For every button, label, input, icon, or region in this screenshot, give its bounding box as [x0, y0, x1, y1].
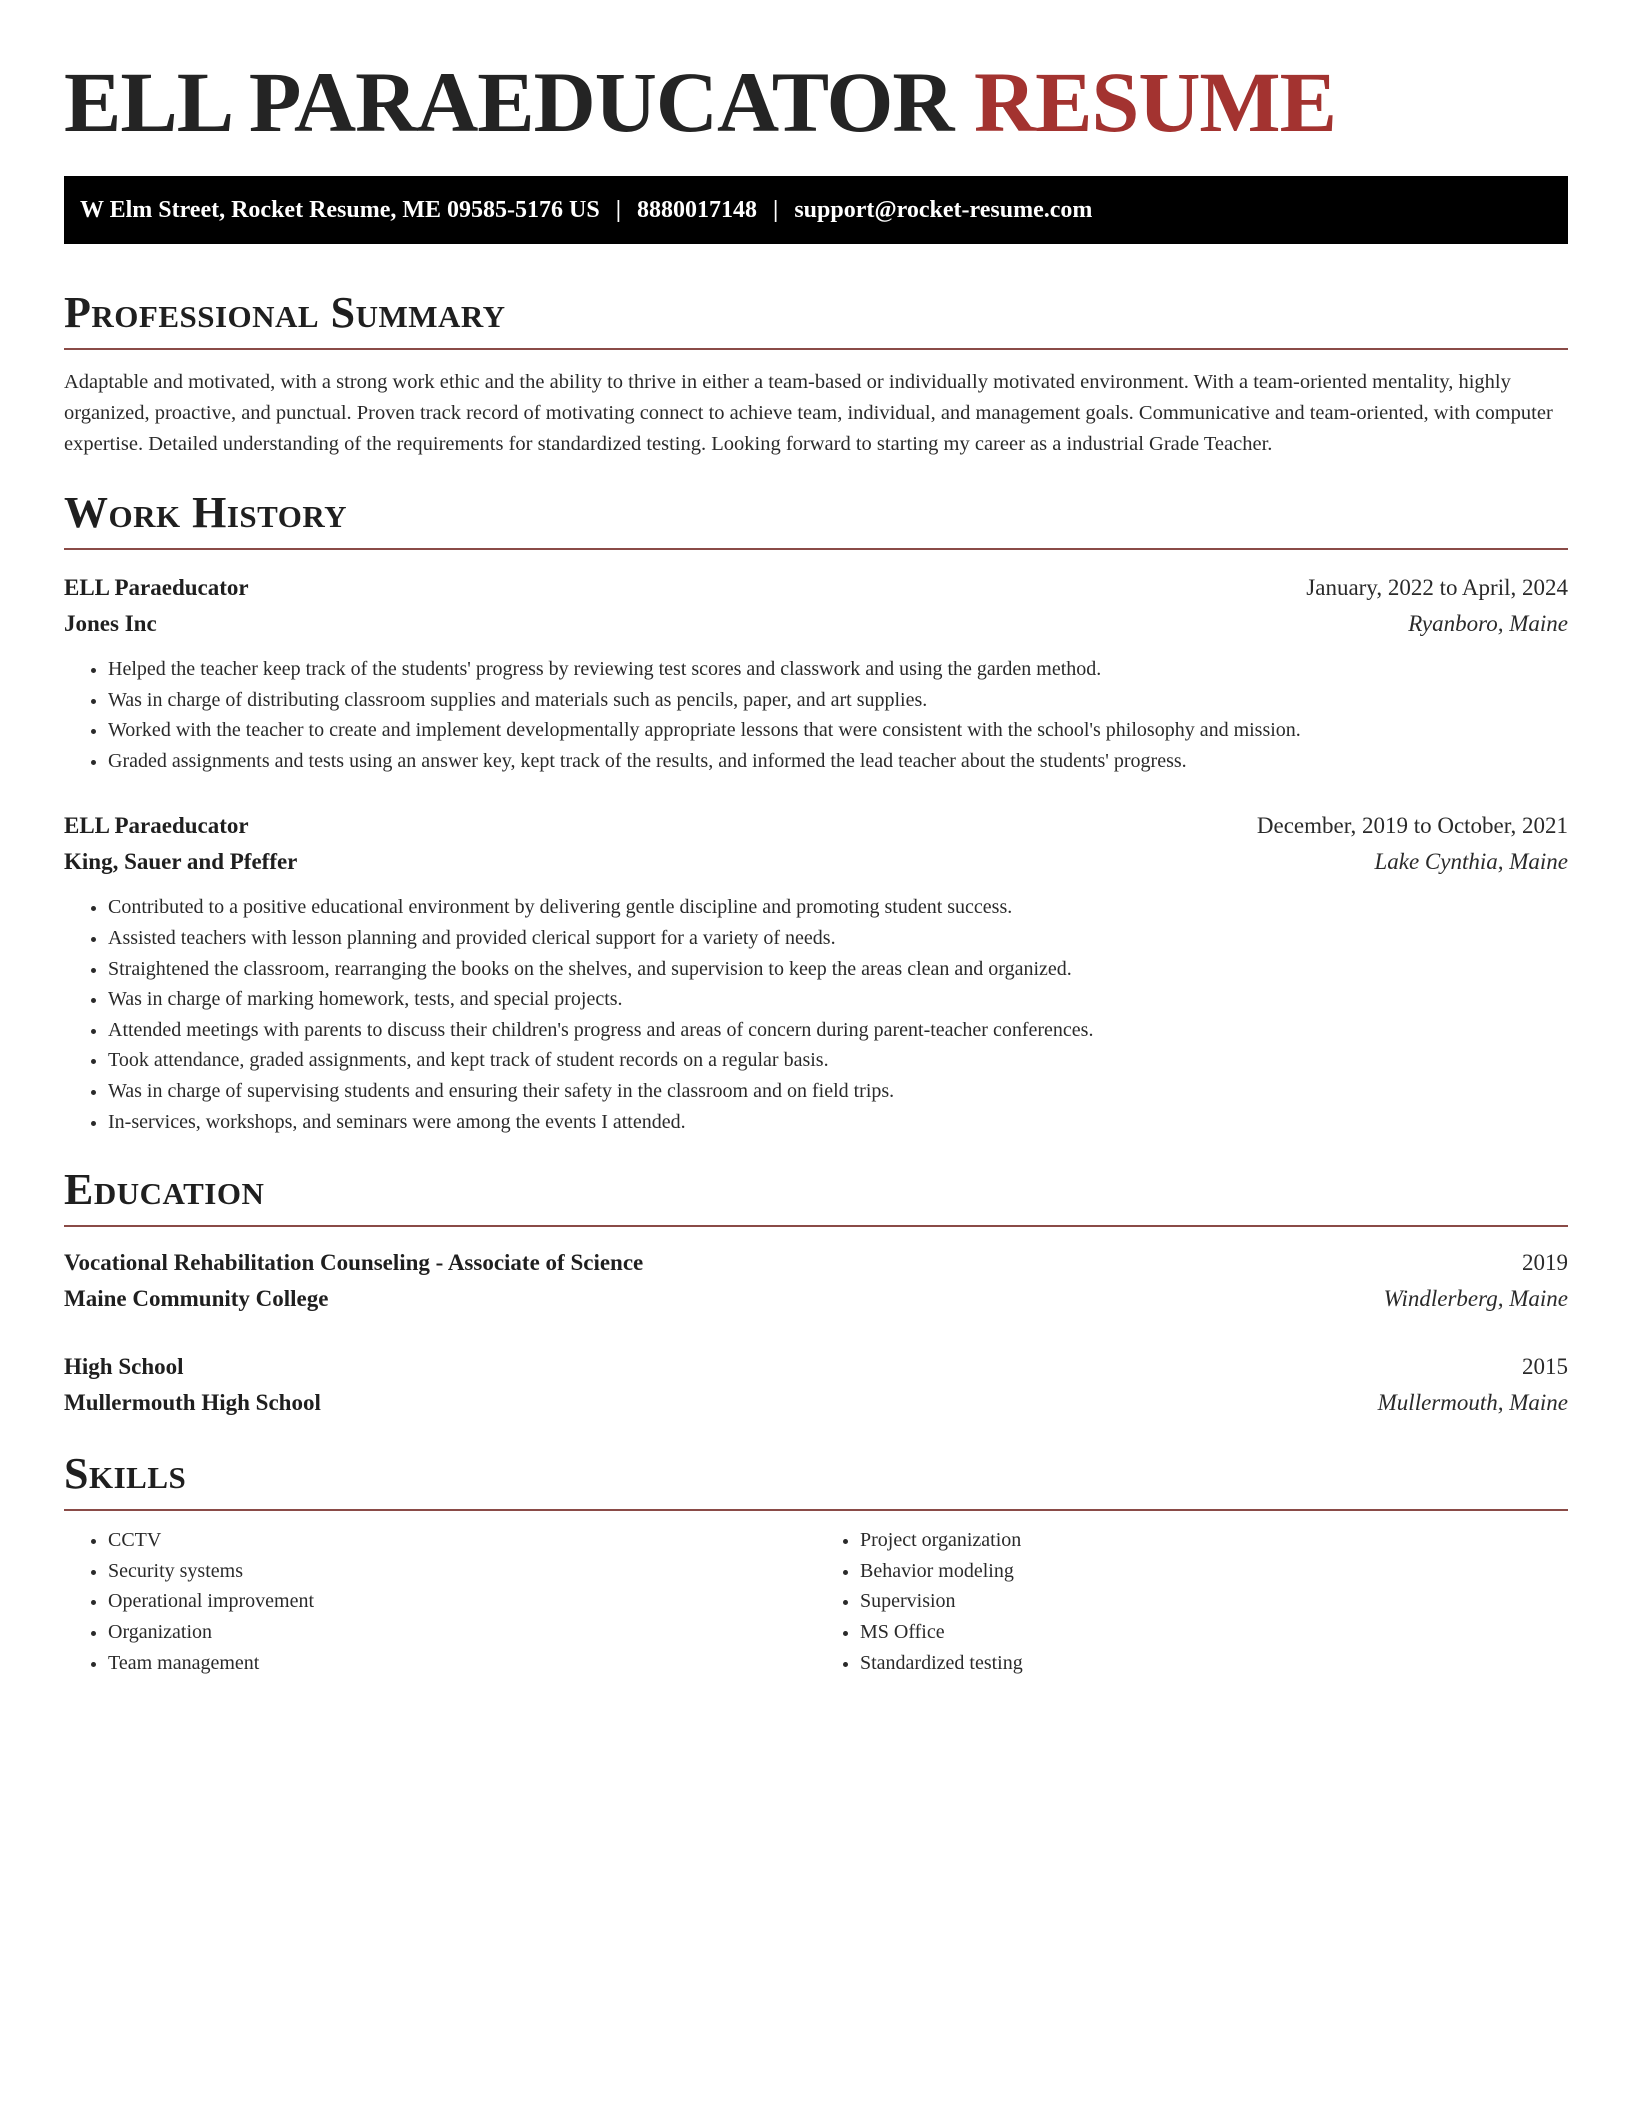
job-bullet: • Attended meetings with parents to discuss their children's progress and areas of concern during parent-teacher conferences.	[108, 1015, 1568, 1046]
summary-heading: Professional Summary	[64, 288, 1568, 350]
skill-item: • Standardized testing	[860, 1648, 1568, 1679]
job-entry	[64, 570, 1568, 776]
job-dates: January, 2022 to April, 2024	[1306, 575, 1568, 600]
skills-list	[64, 1525, 816, 1678]
job-title-row	[64, 808, 1568, 844]
contact-phone: 8880017148	[637, 196, 758, 223]
skills-section	[64, 1449, 1568, 1678]
education-degree: High School	[64, 1354, 184, 1380]
education-year: 2019	[1522, 1250, 1568, 1276]
job-bullet: • Was in charge of supervising students and ensuring their safety in the classroom and on field trips.	[108, 1076, 1568, 1107]
job-dates: December, 2019 to October, 2021	[1256, 813, 1568, 839]
job-bullet: • Took attendance, graded assignments, and kept track of student records on a regular basis.	[108, 1045, 1568, 1076]
job-title-row	[64, 570, 1568, 606]
education-entry	[64, 1245, 1568, 1317]
job-location: Lake Cynthia, Maine	[1374, 849, 1568, 875]
education-entry	[64, 1349, 1568, 1421]
job-bullet: • In-services, workshops, and seminars were among the events I attended.	[108, 1107, 1568, 1138]
skills-column-left	[64, 1525, 816, 1678]
job-location: Ryanboro, Maine	[1408, 611, 1568, 636]
skill-item: • Security systems	[108, 1556, 816, 1587]
education-school-row	[64, 1281, 1568, 1317]
education-degree: Vocational Rehabilitation Counseling - Associate of Science	[64, 1250, 644, 1276]
job-company: Jones Inc	[64, 611, 157, 636]
job-role: ELL Paraeducator	[64, 575, 249, 600]
skill-item: • Supervision	[860, 1586, 1568, 1617]
education-school: Mullermouth High School	[64, 1390, 321, 1416]
job-bullet: • Contributed to a positive educational environment by delivering gentle discipline and promoting student success.	[108, 892, 1568, 923]
work-history-heading: Work History	[64, 488, 1568, 550]
resume-title	[64, 0, 1568, 162]
contact-email: support@rocket-resume.com	[794, 196, 1093, 223]
summary-section	[64, 288, 1568, 460]
contact-address: W Elm Street, Rocket Resume, ME 09585-5176 US	[80, 196, 600, 223]
skill-item: • Behavior modeling	[860, 1556, 1568, 1587]
education-section	[64, 1165, 1568, 1421]
summary-text: Adaptable and motivated, with a strong work ethic and the ability to thrive in either a team-based or individually motivated environment. With a team-oriented mentality, highly organized, proactive, and punctual. Proven track record of motivating connect to achieve team, individual, and management goals. Communicative and team-oriented, with computer expertise. Detailed understanding of the requirements for standardized testing. Looking forward to starting my career as a industrial Grade Teacher.	[64, 371, 1553, 455]
skill-item: • CCTV	[108, 1525, 816, 1556]
job-company-row	[64, 606, 1568, 642]
job-company: King, Sauer and Pfeffer	[64, 849, 298, 875]
skill-item: • Organization	[108, 1617, 816, 1648]
education-school: Maine Community College	[64, 1286, 329, 1312]
skill-item: • Team management	[108, 1648, 816, 1679]
contact-bar	[64, 176, 1568, 244]
job-bullet: • Was in charge of marking homework, tests, and special projects.	[108, 984, 1568, 1015]
job-bullet: • Worked with the teacher to create and implement developmentally appropriate lessons that were consistent with the school's philosophy and mission.	[108, 715, 1568, 746]
education-location: Windlerberg, Maine	[1383, 1286, 1568, 1312]
job-bullets	[64, 892, 1568, 1137]
job-bullet: • Graded assignments and tests using an answer key, kept track of the results, and informed the lead teacher about the students' progress.	[108, 746, 1568, 777]
job-bullet: • Helped the teacher keep track of the students' progress by reviewing test scores and classwork and using the garden method.	[108, 654, 1568, 685]
education-school-row	[64, 1385, 1568, 1421]
skills-list	[816, 1525, 1568, 1678]
title-accent: RESUME	[974, 54, 1336, 150]
education-degree-row	[64, 1349, 1568, 1385]
job-entry	[64, 808, 1568, 1137]
skill-item: • Operational improvement	[108, 1586, 816, 1617]
title-main: ELL PARAEDUCATOR	[64, 54, 954, 150]
work-history-section	[64, 488, 1568, 1137]
education-location: Mullermouth, Maine	[1377, 1390, 1568, 1416]
job-role: ELL Paraeducator	[64, 813, 249, 839]
job-company-row	[64, 844, 1568, 880]
job-bullets	[64, 654, 1568, 776]
education-degree-row	[64, 1245, 1568, 1281]
contact-separator: |	[615, 196, 622, 223]
skill-item: • Project organization	[860, 1525, 1568, 1556]
education-year: 2015	[1522, 1354, 1568, 1380]
job-bullet: • Straightened the classroom, rearranging the books on the shelves, and supervision to keep the areas clean and organized.	[108, 954, 1568, 985]
skill-item: • MS Office	[860, 1617, 1568, 1648]
skills-heading: Skills	[64, 1449, 1568, 1511]
job-bullet: • Was in charge of distributing classroom supplies and materials such as pencils, paper, and art supplies.	[108, 685, 1568, 716]
education-heading: Education	[64, 1165, 1568, 1227]
contact-separator: |	[773, 196, 779, 223]
skills-column-right	[816, 1525, 1568, 1678]
job-bullet: • Assisted teachers with lesson planning and provided clerical support for a variety of needs.	[108, 923, 1568, 954]
skills-grid	[64, 1525, 1568, 1678]
